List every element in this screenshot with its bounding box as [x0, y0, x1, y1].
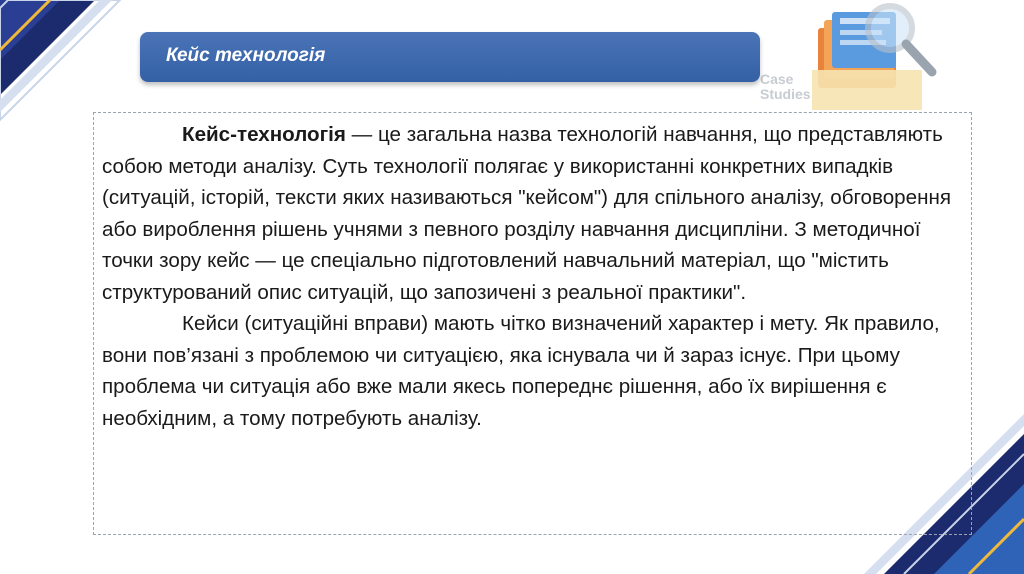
content-box	[93, 112, 972, 535]
paragraph-1	[102, 119, 968, 308]
studies-word: Studies	[760, 86, 811, 102]
title-bar	[140, 32, 760, 82]
paragraph-2-text: Кейси (ситуаційні вправи) мають чітко визначений характер і мету. Як правило, вони пов’язані з проблемою чи ситуацією, яка існувала чи й зараз існує. При цьому проблема чи ситуація або вже мали якесь попереднє рішення, або їх вирішення є необхідним, а тому потребують аналізу.	[102, 312, 940, 430]
paragraph-1-text: — це загальна назва технологій навчання, що представляють собою методи аналізу. Суть технології полягає у використанні конкретних випадків (ситуацій, історій, тексти яких називаються "кейсом") для спільного аналізу, обговорення або вироблення рішень учнями з певного розділу навчання дисципліни. З методичної точки зору кейс — це спеціально підготовлений навчальний матеріал, що "містить структурований опис ситуацій, що запозичені з реальної практики".	[102, 123, 951, 304]
case-word: Case	[760, 71, 794, 87]
term-heading: Кейс-технологія	[182, 123, 346, 146]
case-studies-label	[760, 72, 830, 102]
magnifier-folders-icon	[810, 0, 950, 110]
top-left-decoration	[0, 0, 130, 130]
paragraph-2	[102, 308, 968, 434]
slide-title: Кейс технологія	[166, 45, 326, 66]
content-text	[102, 119, 968, 434]
